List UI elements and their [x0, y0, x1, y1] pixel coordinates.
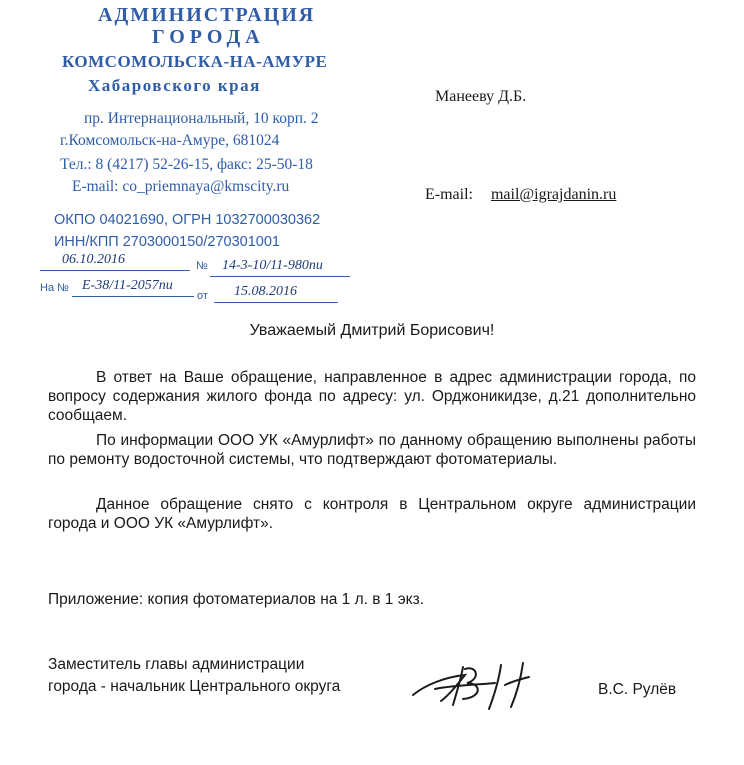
addressee-email-row	[425, 186, 616, 204]
letter-greeting: Уважаемый Дмитрий Борисович!	[249, 322, 495, 339]
incoming-date: 15.08.2016	[234, 284, 297, 299]
stamp-okpo: ОКПО 04021690, ОГРН 1032700030362	[54, 212, 321, 228]
stamp-line-administration: АДМИНИСТРАЦИЯ	[98, 4, 316, 26]
stamp-address-street: пр. Интернациональный, 10 корп. 2	[84, 110, 319, 127]
letter-paragraph-2	[48, 431, 696, 469]
incoming-number-underline	[72, 296, 194, 297]
paragraph-1-text: В ответ на Ваше обращение, направленное в адрес администрации города, по вопросу содержания жилого фонда по адресу: ул. Орджоникидзе, д.21 дополнительно сообщаем.	[48, 369, 696, 424]
addressee-name: Манееву Д.Б.	[435, 88, 527, 105]
addressee-email-label: E-mail:	[425, 186, 473, 203]
handwritten-signature-icon	[405, 655, 555, 715]
stamp-line-region: Хабаровского края	[88, 76, 261, 95]
signatory-title	[48, 654, 340, 698]
registration-number-underline	[210, 276, 350, 277]
signatory-title-line-1: Заместитель главы администрации	[48, 656, 305, 673]
stamp-address-city: г.Комсомольск-на-Амуре, 681024	[60, 132, 280, 149]
paragraph-2-text: По информации ООО УК «Амурлифт» по данному обращению выполнены работы по ремонту водосточной системы, что подтверждают фотоматериалы.	[48, 432, 696, 468]
paragraph-3-text: Данное обращение снято с контроля в Центральном округе администрации города и ООО УК «Амурлифт».	[48, 496, 696, 532]
addressee-email-link[interactable]: mail@igrajdanin.ru	[490, 186, 617, 203]
stamp-inn: ИНН/КПП 2703000150/270301001	[54, 234, 280, 250]
incoming-number-label: На №	[40, 282, 69, 294]
stamp-email: E-mail: co_priemnaya@kmscity.ru	[72, 178, 290, 195]
letter-paragraph-3	[48, 495, 696, 533]
incoming-date-underline	[214, 302, 338, 303]
registration-number-label: №	[196, 260, 208, 272]
incoming-date-label: от	[197, 290, 208, 302]
registration-date: 06.10.2016	[62, 252, 125, 267]
signatory-name: В.С. Рулёв	[598, 681, 677, 698]
stamp-line-city-name: КОМСОМОЛЬСКА-НА-АМУРЕ	[62, 52, 328, 71]
stamp-line-city: ГОРОДА	[152, 26, 265, 48]
registration-number: 14-3-10/11-980пи	[222, 258, 323, 273]
incoming-number: Е-38/11-2057пи	[82, 278, 173, 293]
stamp-phone: Тел.: 8 (4217) 52-26-15, факс: 25-50-18	[60, 156, 313, 173]
letter-paragraph-1	[48, 368, 696, 425]
registration-date-underline	[40, 270, 190, 271]
letter-appendix: Приложение: копия фотоматериалов на 1 л. в 1 экз.	[48, 591, 425, 608]
signatory-title-line-2: города - начальник Центрального округа	[48, 678, 341, 695]
